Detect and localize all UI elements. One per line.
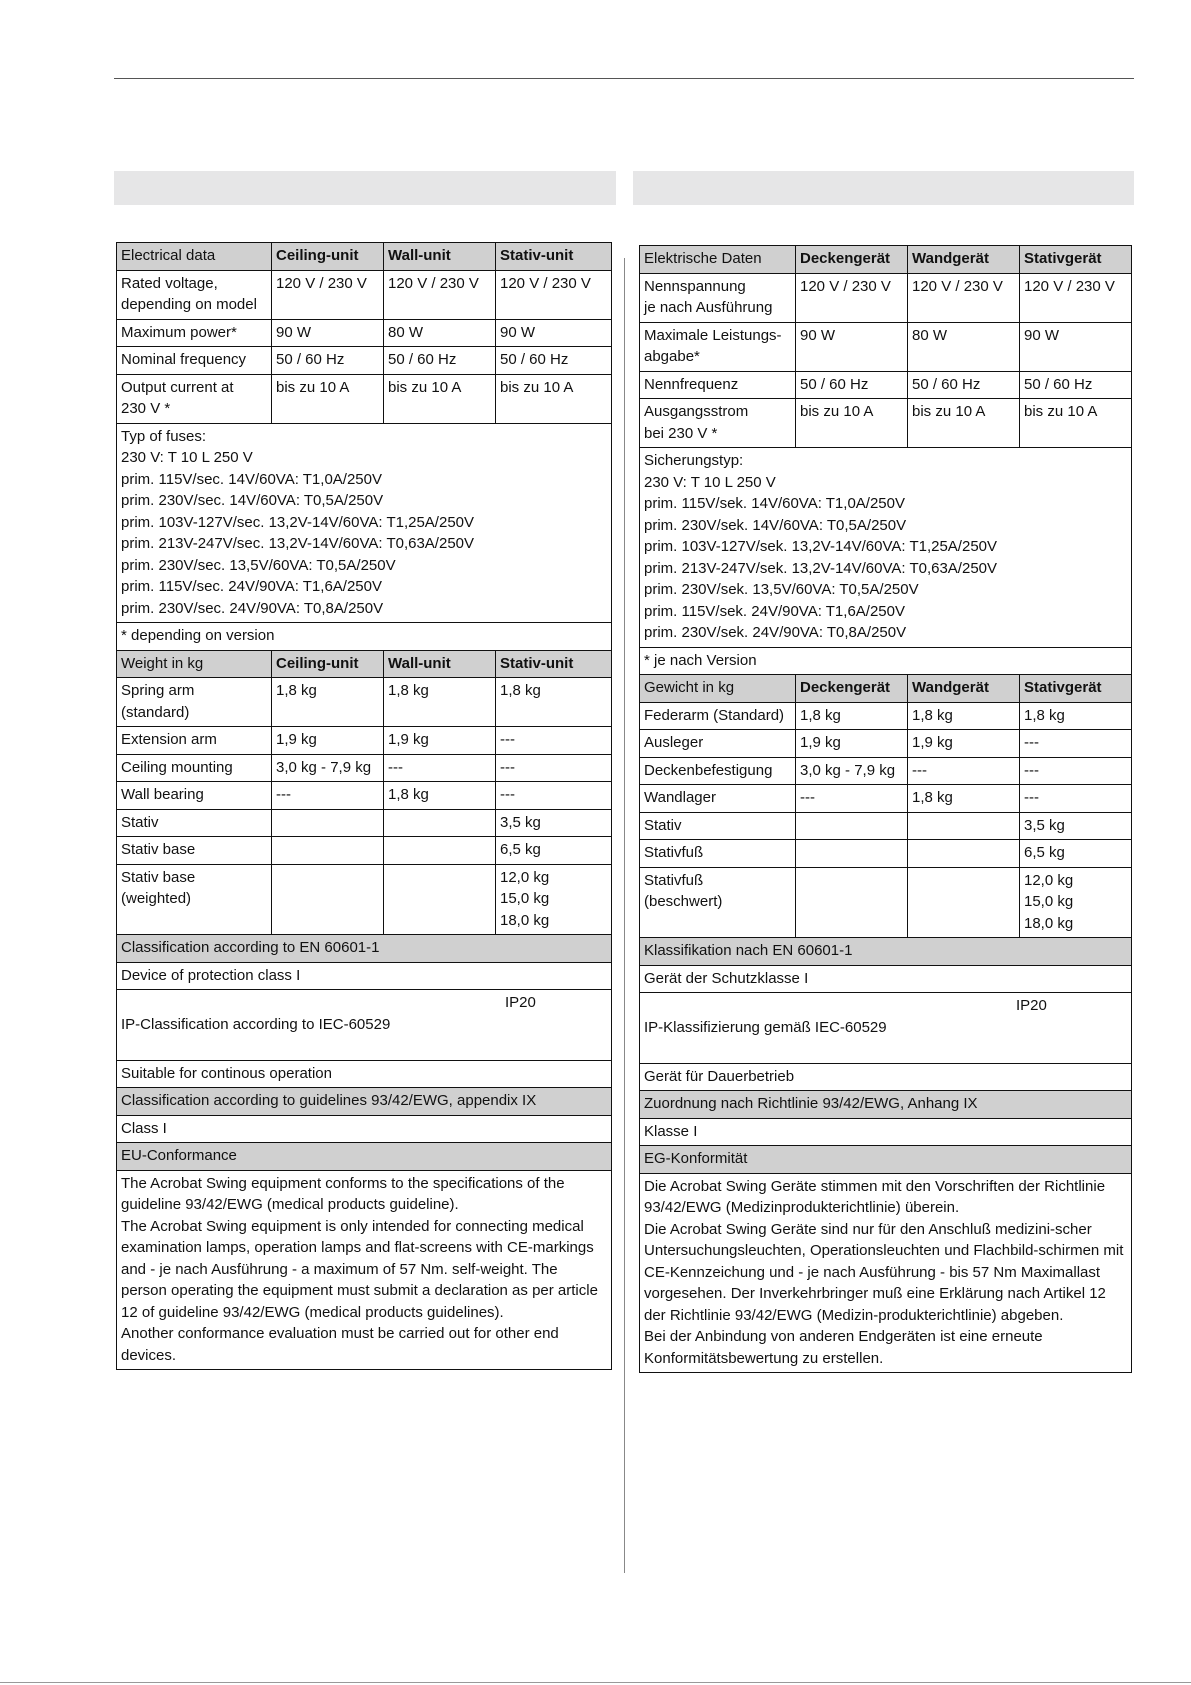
row-label: Stativfuß (beschwert) — [640, 867, 796, 938]
cell-value: 1,8 kg — [796, 702, 908, 730]
weight-header-row — [117, 650, 612, 678]
cell-value: 6,5 kg — [496, 837, 612, 865]
row-label: Rated voltage, depending on model — [117, 270, 272, 319]
operation-mode: Gerät für Dauerbetrieb — [640, 1063, 1132, 1091]
row-label: Federarm (Standard) — [640, 702, 796, 730]
cell-value: 1,8 kg — [272, 678, 384, 727]
cell-value: 1,8 kg — [908, 702, 1020, 730]
fuses-row — [640, 448, 1132, 648]
protection-class: Gerät der Schutzklasse I — [640, 965, 1132, 993]
cell-value: --- — [1020, 785, 1132, 813]
footnote: * je nach Version — [640, 647, 1132, 675]
table-row — [117, 1060, 612, 1088]
table-row — [117, 1115, 612, 1143]
classification-header-row — [117, 935, 612, 963]
footnote-row — [117, 623, 612, 651]
electrical-header-row — [640, 246, 1132, 274]
table-row — [640, 1063, 1132, 1091]
cell-value: bis zu 10 A — [272, 374, 384, 423]
table-row — [640, 702, 1132, 730]
cell-value: bis zu 10 A — [384, 374, 496, 423]
footnote: * depending on version — [117, 623, 612, 651]
cell-value — [908, 840, 1020, 868]
col-header-stativ: Stativgerät — [1020, 246, 1132, 274]
ip-classification — [117, 990, 612, 1061]
cell-value: 3,0 kg - 7,9 kg — [272, 754, 384, 782]
cell-value: 1,9 kg — [384, 727, 496, 755]
col-header-stativ: Stativgerät — [1020, 675, 1132, 703]
table-row — [640, 785, 1132, 813]
cell-value: 3,5 kg — [1020, 812, 1132, 840]
table-row — [640, 840, 1132, 868]
cell-value: 120 V / 230 V — [272, 270, 384, 319]
row-label: Ausleger — [640, 730, 796, 758]
row-label: Maximum power* — [117, 319, 272, 347]
cell-value: 1,9 kg — [272, 727, 384, 755]
operation-mode: Suitable for continous operation — [117, 1060, 612, 1088]
cell-value: 1,9 kg — [908, 730, 1020, 758]
row-label: Stativ base (weighted) — [117, 864, 272, 935]
row-label: Spring arm (standard) — [117, 678, 272, 727]
table-row — [640, 322, 1132, 371]
guidelines-header-row — [117, 1088, 612, 1116]
cell-value — [908, 812, 1020, 840]
protection-class: Device of protection class I — [117, 962, 612, 990]
table-row — [117, 754, 612, 782]
electrical-header-label: Electrical data — [117, 243, 272, 271]
guidelines-header-row — [640, 1091, 1132, 1119]
ip-classification-value: IP20 — [1016, 997, 1047, 1014]
weight-header-row — [640, 675, 1132, 703]
cell-value: --- — [384, 754, 496, 782]
row-label: Nennfrequenz — [640, 371, 796, 399]
row-label: Nennspannung je nach Ausführung — [640, 273, 796, 322]
electrical-header-row — [117, 243, 612, 271]
table-row — [640, 867, 1132, 938]
cell-value: --- — [1020, 730, 1132, 758]
cell-value: 1,9 kg — [796, 730, 908, 758]
col-header-wall: Wandgerät — [908, 675, 1020, 703]
classification-header-row — [640, 938, 1132, 966]
row-label: Stativ base — [117, 837, 272, 865]
spec-table-german — [639, 245, 1132, 1373]
cell-value: 1,8 kg — [496, 678, 612, 727]
classification-title: Classification according to EN 60601-1 — [117, 935, 612, 963]
cell-value: 80 W — [384, 319, 496, 347]
table-row — [117, 678, 612, 727]
cell-value: 90 W — [496, 319, 612, 347]
footnote-row — [640, 647, 1132, 675]
cell-value: 1,8 kg — [908, 785, 1020, 813]
table-row — [640, 993, 1132, 1064]
cell-value: --- — [496, 782, 612, 810]
cell-value: 120 V / 230 V — [796, 273, 908, 322]
classification-title: Klassifikation nach EN 60601-1 — [640, 938, 1132, 966]
row-label: Wall bearing — [117, 782, 272, 810]
cell-value: 90 W — [1020, 322, 1132, 371]
row-label: Ausgangsstrom bei 230 V * — [640, 399, 796, 448]
cell-value — [272, 864, 384, 935]
table-row — [117, 727, 612, 755]
table-row — [640, 371, 1132, 399]
row-label: Nominal frequency — [117, 347, 272, 375]
table-row — [117, 319, 612, 347]
row-label: Wandlager — [640, 785, 796, 813]
table-row — [117, 347, 612, 375]
col-header-stativ: Stativ-unit — [496, 650, 612, 678]
cell-value: 1,8 kg — [1020, 702, 1132, 730]
spec-table-english — [116, 242, 612, 1370]
cell-value: bis zu 10 A — [796, 399, 908, 448]
table-row — [117, 837, 612, 865]
cell-value — [796, 867, 908, 938]
conformance-header-row — [640, 1146, 1132, 1174]
conformance-title: EG-Konformität — [640, 1146, 1132, 1174]
row-label: Stativ — [117, 809, 272, 837]
conformance-header-row — [117, 1143, 612, 1171]
cell-value: 1,8 kg — [384, 782, 496, 810]
cell-value: 50 / 60 Hz — [796, 371, 908, 399]
row-label: Deckenbefestigung — [640, 757, 796, 785]
cell-value: --- — [496, 727, 612, 755]
table-row — [117, 782, 612, 810]
cell-value: 50 / 60 Hz — [272, 347, 384, 375]
table-row — [117, 962, 612, 990]
ip-classification-value: IP20 — [505, 994, 536, 1011]
col-header-wall: Wall-unit — [384, 650, 496, 678]
cell-value: 90 W — [272, 319, 384, 347]
row-label: Ceiling mounting — [117, 754, 272, 782]
table-row — [640, 273, 1132, 322]
table-row — [640, 1118, 1132, 1146]
col-header-ceiling: Deckengerät — [796, 675, 908, 703]
guidelines-title: Zuordnung nach Richtlinie 93/42/EWG, Anhang IX — [640, 1091, 1132, 1119]
table-row — [117, 864, 612, 935]
table-row — [117, 374, 612, 423]
cell-value: 12,0 kg 15,0 kg 18,0 kg — [1020, 867, 1132, 938]
cell-value: 120 V / 230 V — [908, 273, 1020, 322]
col-header-ceiling: Ceiling-unit — [272, 650, 384, 678]
conformance-title: EU-Conformance — [117, 1143, 612, 1171]
electrical-header-label: Elektrische Daten — [640, 246, 796, 274]
ip-classification — [640, 993, 1132, 1064]
weight-header-label: Gewicht in kg — [640, 675, 796, 703]
guidelines-title: Classification according to guidelines 93/42/EWG, appendix IX — [117, 1088, 612, 1116]
cell-value: --- — [1020, 757, 1132, 785]
ip-classification-label: IP-Classification according to IEC-60529 — [121, 1015, 391, 1033]
cell-value: 12,0 kg 15,0 kg 18,0 kg — [496, 864, 612, 935]
conformance-text: The Acrobat Swing equipment conforms to the specifications of the guideline 93/42/EWG (medical products guideline). The Acrobat Swing equipment is only intended for connecting medical examination lamps, operation lamps and flat-screens with CE-markings and - je nach Ausführung - a maximum of 57 Nm. self-weight. The person operating the equipment must submit a declaration as per article 12 of guideline 93/42/EWG (medical products guidelines). Another conformance evaluation must be carried out for other end devices. — [117, 1170, 612, 1370]
col-header-ceiling: Ceiling-unit — [272, 243, 384, 271]
ip-classification-label: IP-Klassifizierung gemäß IEC-60529 — [644, 1018, 887, 1036]
col-header-ceiling: Deckengerät — [796, 246, 908, 274]
table-row — [640, 730, 1132, 758]
col-header-wall: Wall-unit — [384, 243, 496, 271]
cell-value: 120 V / 230 V — [496, 270, 612, 319]
cell-value: 3,0 kg - 7,9 kg — [796, 757, 908, 785]
row-label: Extension arm — [117, 727, 272, 755]
cell-value: 6,5 kg — [1020, 840, 1132, 868]
fuse-list: Sicherungstyp: 230 V: T 10 L 250 V prim. 115V/sek. 14V/60VA: T1,0A/250V prim. 230V/sek. 14V/60VA: T0,5A/250V prim. 103V-127V/sek. 13,2V-14V/60VA: T1,25A/250V prim. 213V-247V/sek. 13,2V-14V/60VA: T0,63A/250V prim. 230V/sek. 13,5V/60VA: T0,5A/250V prim. 115V/sek. 24V/90VA: T1,6A/250V prim. 230V/sek. 24V/90VA: T0,8A/250V — [640, 448, 1132, 648]
cell-value: 50 / 60 Hz — [1020, 371, 1132, 399]
cell-value: 120 V / 230 V — [1020, 273, 1132, 322]
cell-value — [384, 837, 496, 865]
table-row — [117, 809, 612, 837]
cell-value: bis zu 10 A — [496, 374, 612, 423]
table-row — [640, 812, 1132, 840]
table-row — [640, 965, 1132, 993]
cell-value: --- — [796, 785, 908, 813]
row-label: Maximale Leistungs- abgabe* — [640, 322, 796, 371]
cell-value: 3,5 kg — [496, 809, 612, 837]
col-header-wall: Wandgerät — [908, 246, 1020, 274]
row-label: Stativ — [640, 812, 796, 840]
weight-header-label: Weight in kg — [117, 650, 272, 678]
row-label: Output current at 230 V * — [117, 374, 272, 423]
cell-value: 50 / 60 Hz — [496, 347, 612, 375]
cell-value: --- — [496, 754, 612, 782]
cell-value — [384, 864, 496, 935]
cell-value: 80 W — [908, 322, 1020, 371]
footer-rule — [0, 1682, 1191, 1683]
cell-value: 1,8 kg — [384, 678, 496, 727]
cell-value: 50 / 60 Hz — [384, 347, 496, 375]
table-row — [640, 757, 1132, 785]
table-row — [117, 270, 612, 319]
conformance-text: Die Acrobat Swing Geräte stimmen mit den Vorschriften der Richtlinie 93/42/EWG (Medizinprodukterichtlinie) überein. Die Acrobat Swing Geräte sind nur für den Anschluß medizini-scher Untersuchungsleuchten, Operationsleuchten und Flachbild-schirmen mit CE-Kennzeichung und - je nach Ausführung - bis 57 Nm Maximallast vorgesehen. Der Inverkehrbringer muß eine Erklärung nach Artikel 12 der Richtlinie 93/42/EWG (Medizin-produkterichtlinie) abgeben. Bei der Anbindung von anderen Endgeräten ist eine erneute Konformitätsbewertung zu erstellen. — [640, 1173, 1132, 1373]
cell-value: bis zu 10 A — [1020, 399, 1132, 448]
device-class: Klasse I — [640, 1118, 1132, 1146]
table-row — [640, 1173, 1132, 1373]
cell-value — [908, 867, 1020, 938]
header-rule — [114, 78, 1134, 79]
cell-value: bis zu 10 A — [908, 399, 1020, 448]
section-header-bar-german — [633, 171, 1134, 205]
table-row — [117, 1170, 612, 1370]
cell-value: --- — [908, 757, 1020, 785]
table-row — [117, 990, 612, 1061]
device-class: Class I — [117, 1115, 612, 1143]
cell-value: 90 W — [796, 322, 908, 371]
cell-value — [272, 809, 384, 837]
section-header-bar-english — [114, 171, 616, 205]
col-header-stativ: Stativ-unit — [496, 243, 612, 271]
column-divider — [624, 258, 625, 1573]
cell-value: --- — [272, 782, 384, 810]
cell-value — [796, 840, 908, 868]
cell-value — [272, 837, 384, 865]
cell-value: 50 / 60 Hz — [908, 371, 1020, 399]
row-label: Stativfuß — [640, 840, 796, 868]
cell-value — [796, 812, 908, 840]
table-row — [640, 399, 1132, 448]
cell-value: 120 V / 230 V — [384, 270, 496, 319]
fuse-list: Typ of fuses: 230 V: T 10 L 250 V prim. 115V/sec. 14V/60VA: T1,0A/250V prim. 230V/sec. 14V/60VA: T0,5A/250V prim. 103V-127V/sec. 13,2V-14V/60VA: T1,25A/250V prim. 213V-247V/sec. 13,2V-14V/60VA: T0,63A/250V prim. 230V/sec. 13,5V/60VA: T0,5A/250V prim. 115V/sec. 24V/90VA: T1,6A/250V prim. 230V/sec. 24V/90VA: T0,8A/250V — [117, 423, 612, 623]
fuses-row — [117, 423, 612, 623]
cell-value — [384, 809, 496, 837]
